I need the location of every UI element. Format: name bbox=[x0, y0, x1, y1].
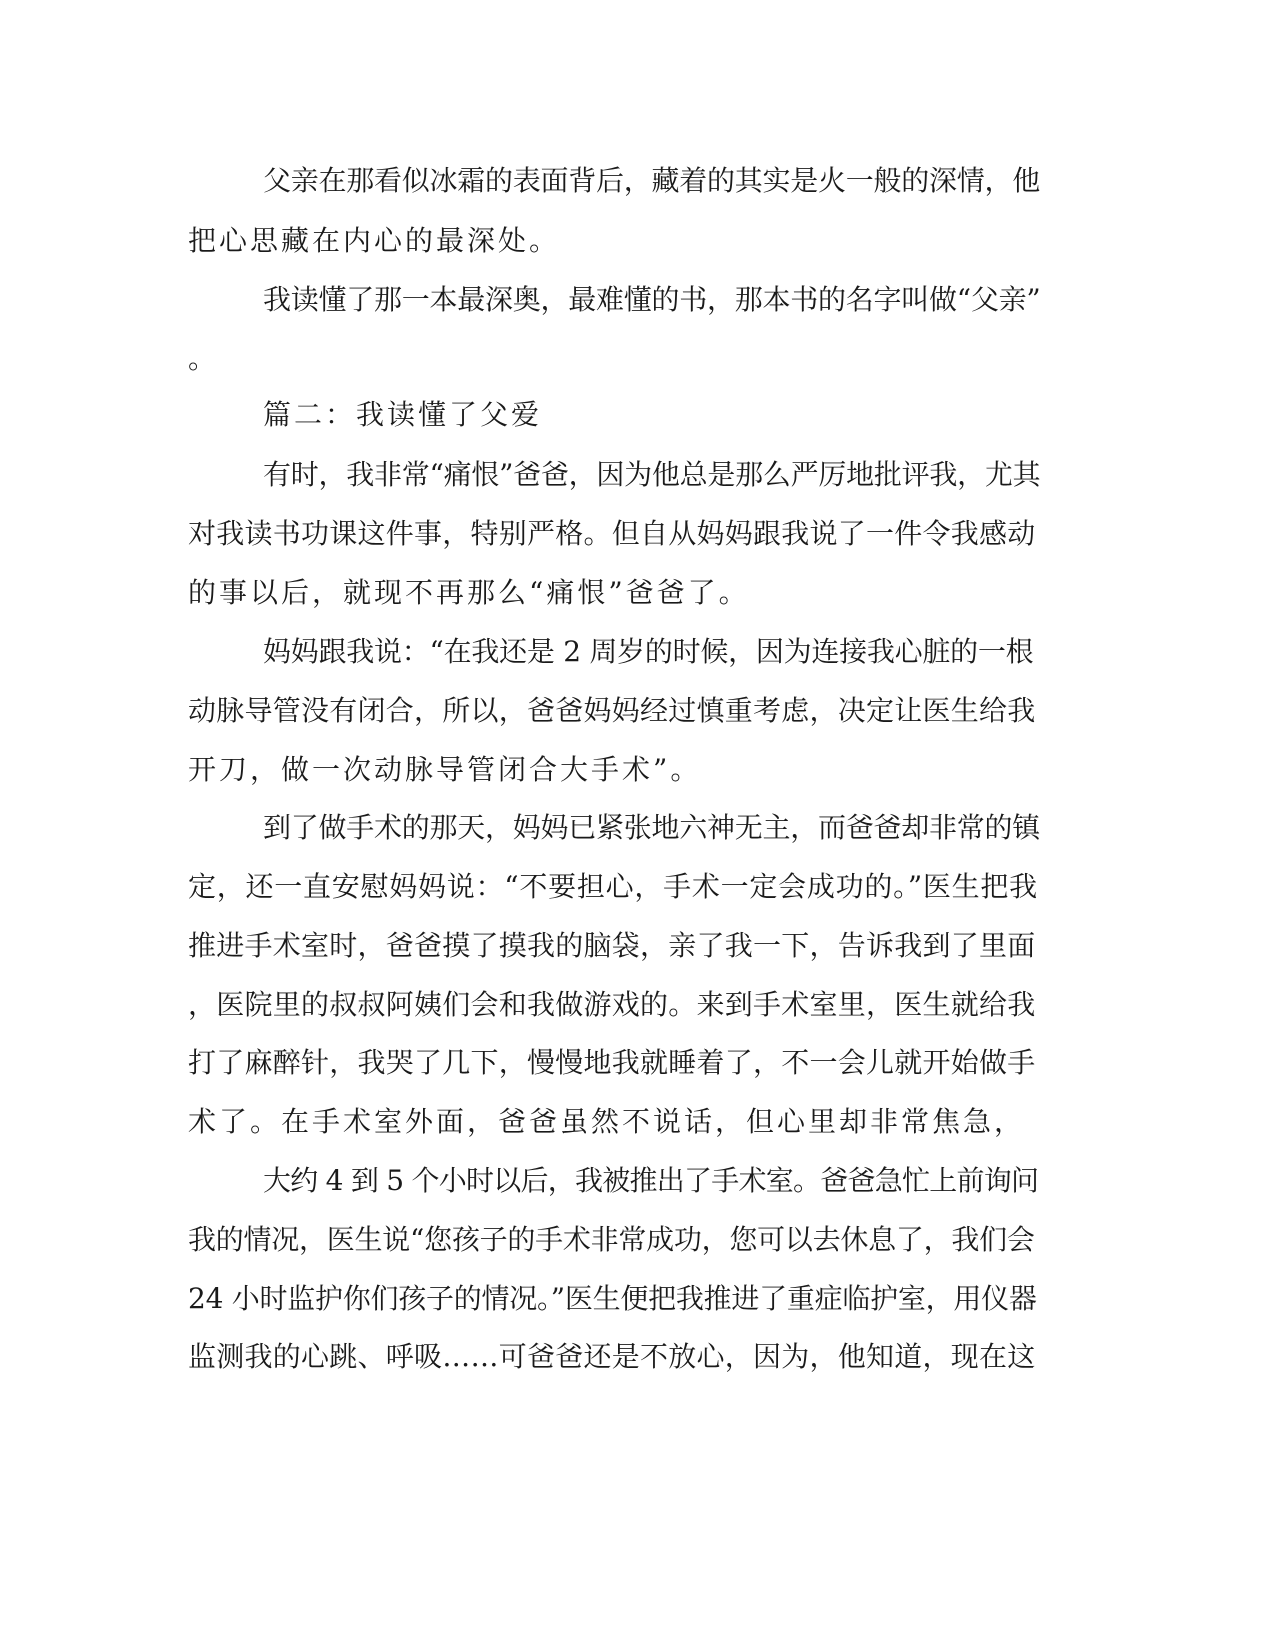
text-line: ，医院里的叔叔阿姨们会和我做游戏的。来到手术室里，医生就给我 bbox=[188, 988, 1036, 1021]
text-line: 大约 4 到 5 个小时以后，我被推出了手术室。爸爸急忙上前询问 bbox=[263, 1164, 1039, 1197]
text-line: 。 bbox=[188, 342, 220, 375]
text-line: 术了。在手术室外面，爸爸虽然不说话，但心里却非常焦急， bbox=[188, 1105, 1026, 1138]
text-line: 动脉导管没有闭合，所以，爸爸妈妈经过慎重考虑，决定让医生给我 bbox=[188, 694, 1036, 727]
text-line: 有时，我非常“痛恨”爸爸，因为他总是那么严厉地批评我，尤其 bbox=[263, 458, 1041, 491]
section-heading: 篇二：我读懂了父爱 bbox=[263, 398, 543, 431]
text-line: 对我读书功课这件事，特别严格。但自从妈妈跟我说了一件令我感动 bbox=[188, 517, 1036, 550]
text-line: 妈妈跟我说：“在我还是 2 周岁的时候，因为连接我心脏的一根 bbox=[263, 635, 1034, 668]
text-line: 父亲在那看似冰霜的表面背后，藏着的其实是火一般的深情，他 bbox=[263, 164, 1041, 197]
text-line: 监测我的心跳、呼吸……可爸爸还是不放心，因为，他知道，现在这 bbox=[188, 1340, 1036, 1373]
text-line: 推进手术室时，爸爸摸了摸我的脑袋，亲了我一下，告诉我到了里面 bbox=[188, 929, 1036, 962]
text-line: 打了麻醉针，我哭了几下，慢慢地我就睡着了，不一会儿就开始做手 bbox=[188, 1046, 1036, 1079]
text-line: 把心思藏在内心的最深处。 bbox=[188, 224, 561, 257]
text-line: 开刀，做一次动脉导管闭合大手术”。 bbox=[188, 753, 702, 786]
text-line: 定，还一直安慰妈妈说：“不要担心，手术一定会成功的。”医生把我 bbox=[188, 870, 1038, 903]
text-line: 到了做手术的那天，妈妈已紧张地六神无主，而爸爸却非常的镇 bbox=[263, 811, 1041, 844]
text-line: 的事以后，就现不再那么“痛恨”爸爸了。 bbox=[188, 576, 750, 609]
text-line: 24 小时监护你们孩子的情况。”医生便把我推进了重症临护室，用仪器 bbox=[188, 1282, 1037, 1315]
text-line: 我的情况，医生说“您孩子的手术非常成功，您可以去休息了，我们会 bbox=[188, 1223, 1035, 1256]
text-line: 我读懂了那一本最深奥，最难懂的书，那本书的名字叫做“父亲” bbox=[263, 283, 1041, 316]
